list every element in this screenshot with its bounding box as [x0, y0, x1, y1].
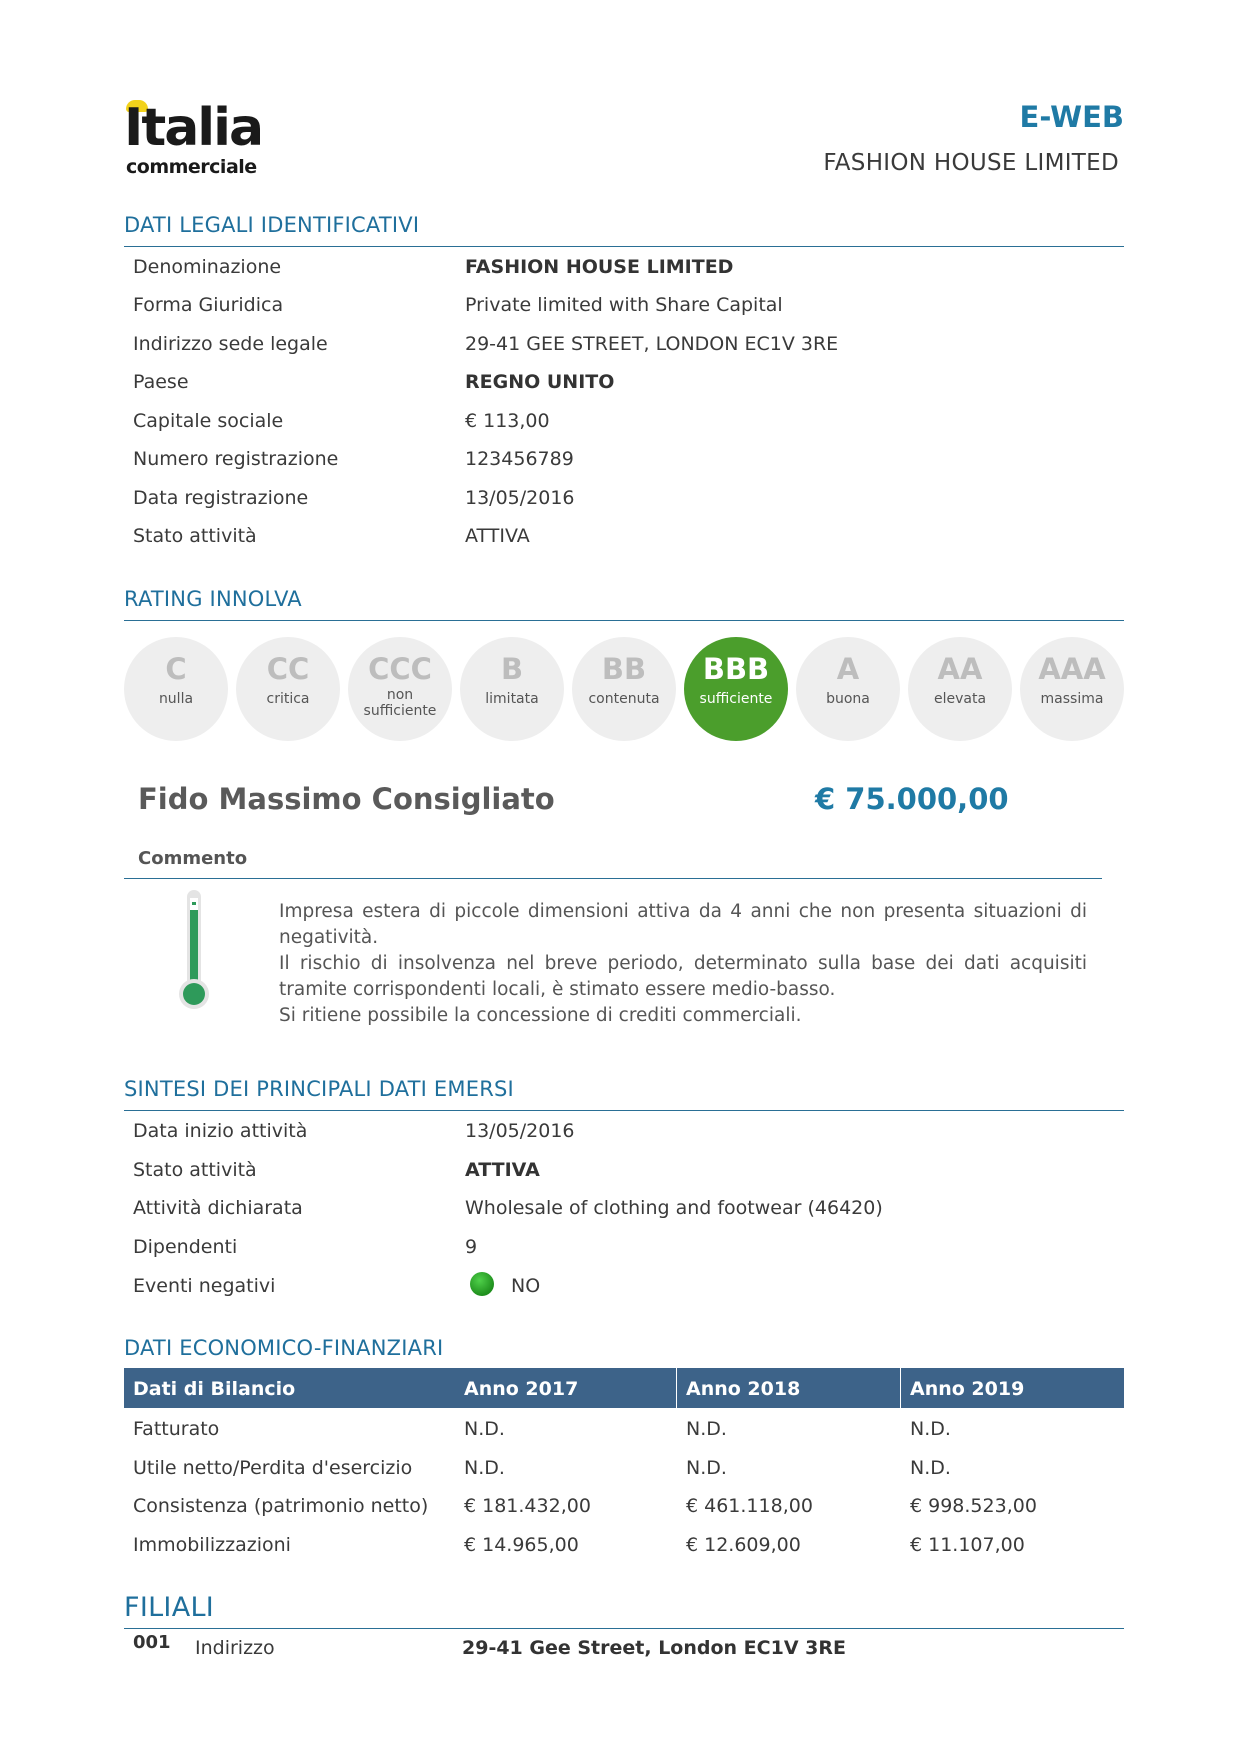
financial-cell: N.D. — [910, 1457, 951, 1479]
rating-circle-ccc — [348, 637, 452, 741]
section-title-rating: RATING INNOLVA — [124, 587, 302, 611]
rating-circle-a — [796, 637, 900, 741]
divider — [124, 620, 1124, 621]
financial-row-label: Utile netto/Perdita d'esercizio — [133, 1457, 413, 1479]
rating-code: CC — [266, 652, 310, 686]
company-name-header: FASHION HOUSE LIMITED — [823, 150, 1119, 176]
rating-desc: nulla — [158, 691, 194, 707]
legal-label-forma: Forma Giuridica — [133, 294, 284, 316]
divider — [124, 1110, 1124, 1111]
sintesi-label-inizio: Data inizio attività — [133, 1120, 308, 1142]
rating-circle-bb — [572, 637, 676, 741]
legal-value-paese: REGNO UNITO — [465, 371, 615, 393]
legal-label-denominazione: Denominazione — [133, 256, 282, 278]
legal-value-capitale: € 113,00 — [465, 410, 550, 432]
rating-code: CCC — [368, 652, 432, 686]
legal-label-stato: Stato attività — [133, 525, 257, 547]
divider — [124, 246, 1124, 247]
sintesi-label-eventi: Eventi negativi — [133, 1275, 276, 1297]
financial-col-header: Dati di Bilancio — [133, 1378, 296, 1400]
rating-circle-aaa — [1020, 637, 1124, 741]
sintesi-value-attivita: Wholesale of clothing and footwear (46420) — [465, 1197, 883, 1219]
comment-line: Impresa estera di piccole dimensioni attiva da 4 anni che non presenta situazioni di negatività. — [279, 901, 1087, 948]
rating-desc: elevata — [933, 691, 987, 707]
rating-desc: non sufficiente — [363, 687, 437, 719]
column-separator — [900, 1368, 901, 1408]
logo-sub-text: commerciale — [126, 156, 257, 178]
financial-cell: N.D. — [686, 1418, 727, 1440]
financial-cell: N.D. — [910, 1418, 951, 1440]
financial-cell: € 14.965,00 — [464, 1534, 579, 1556]
legal-label-indirizzo: Indirizzo sede legale — [133, 333, 328, 355]
rating-circle-bbb-active — [684, 637, 788, 741]
section-title-sintesi: SINTESI DEI PRINCIPALI DATI EMERSI — [124, 1077, 514, 1101]
sintesi-value-inizio: 13/05/2016 — [465, 1120, 575, 1142]
comment-line: Il rischio di insolvenza nel breve periodo, determinato sulla base dei dati acquisiti tramite corrispondenti locali, è stimato essere medio-basso. — [279, 953, 1087, 1000]
fido-value: € 75.000,00 — [815, 782, 1009, 816]
financial-cell: N.D. — [464, 1418, 505, 1440]
divider — [124, 1628, 1124, 1629]
legal-value-denominazione: FASHION HOUSE LIMITED — [465, 256, 734, 278]
filiale-label: Indirizzo — [195, 1637, 275, 1659]
financial-col-header: Anno 2017 — [464, 1378, 579, 1400]
rating-code: B — [500, 652, 524, 686]
section-title-filiali: FILIALI — [124, 1592, 215, 1623]
comment-text — [279, 899, 1087, 1029]
rating-circle-aa — [908, 637, 1012, 741]
rating-desc: massima — [1040, 691, 1104, 707]
legal-label-numero: Numero registrazione — [133, 448, 339, 470]
financial-row-label: Fatturato — [133, 1418, 220, 1440]
rating-circle-cc — [236, 637, 340, 741]
comment-line: Si ritiene possibile la concessione di crediti commerciali. — [279, 1005, 802, 1026]
status-dot-icon — [470, 1272, 494, 1296]
rating-desc: sufficiente — [699, 691, 773, 707]
financial-cell: € 11.107,00 — [910, 1534, 1025, 1556]
legal-label-data-registrazione: Data registrazione — [133, 487, 309, 509]
financial-cell: N.D. — [464, 1457, 505, 1479]
legal-label-paese: Paese — [133, 371, 189, 393]
column-separator — [676, 1368, 677, 1408]
rating-code: BB — [601, 652, 647, 686]
financial-cell: € 461.118,00 — [686, 1495, 813, 1517]
financial-row-label: Consistenza (patrimonio netto) — [133, 1495, 429, 1517]
filiale-number: 001 — [133, 1632, 171, 1653]
sintesi-value-eventi: NO — [511, 1275, 541, 1297]
rating-code: AAA — [1038, 652, 1106, 686]
legal-label-capitale: Capitale sociale — [133, 410, 284, 432]
rating-desc: critica — [266, 691, 310, 707]
sintesi-label-attivita: Attività dichiarata — [133, 1197, 303, 1219]
rating-code: BBB — [702, 652, 770, 686]
rating-code: AA — [937, 652, 983, 686]
logo-main-text: Italia — [124, 98, 263, 158]
legal-value-forma: Private limited with Share Capital — [465, 294, 783, 316]
fido-label: Fido Massimo Consigliato — [138, 782, 555, 816]
financial-cell: € 998.523,00 — [910, 1495, 1037, 1517]
rating-desc: buona — [826, 691, 870, 707]
section-title-dati-legali: DATI LEGALI IDENTIFICATIVI — [124, 213, 420, 237]
legal-value-indirizzo: 29-41 GEE STREET, LONDON EC1V 3RE — [465, 333, 839, 355]
rating-desc: limitata — [485, 691, 539, 707]
product-name: E-WEB — [1019, 100, 1124, 134]
financial-cell: € 12.609,00 — [686, 1534, 801, 1556]
legal-value-data-registrazione: 13/05/2016 — [465, 487, 575, 509]
financial-row-label: Immobilizzazioni — [133, 1534, 291, 1556]
financial-col-header: Anno 2018 — [686, 1378, 801, 1400]
sintesi-value-dipendenti: 9 — [465, 1236, 478, 1258]
rating-code: C — [165, 652, 187, 686]
rating-desc: contenuta — [588, 691, 660, 707]
sintesi-value-stato: ATTIVA — [465, 1159, 540, 1181]
comment-label: Commento — [138, 848, 248, 869]
sintesi-label-stato: Stato attività — [133, 1159, 257, 1181]
sintesi-label-dipendenti: Dipendenti — [133, 1236, 238, 1258]
italia-commerciale-logo — [124, 98, 274, 182]
rating-circle-c — [124, 637, 228, 741]
financial-col-header: Anno 2019 — [910, 1378, 1025, 1400]
thermometer-icon — [176, 890, 212, 1010]
divider — [124, 878, 1102, 879]
section-title-finanziari: DATI ECONOMICO-FINANZIARI — [124, 1336, 444, 1360]
legal-value-stato: ATTIVA — [465, 525, 530, 547]
rating-circle-b — [460, 637, 564, 741]
financial-cell: € 181.432,00 — [464, 1495, 591, 1517]
filiale-address: 29-41 Gee Street, London EC1V 3RE — [462, 1637, 846, 1659]
financial-cell: N.D. — [686, 1457, 727, 1479]
legal-value-numero: 123456789 — [465, 448, 574, 470]
rating-code: A — [836, 652, 860, 686]
